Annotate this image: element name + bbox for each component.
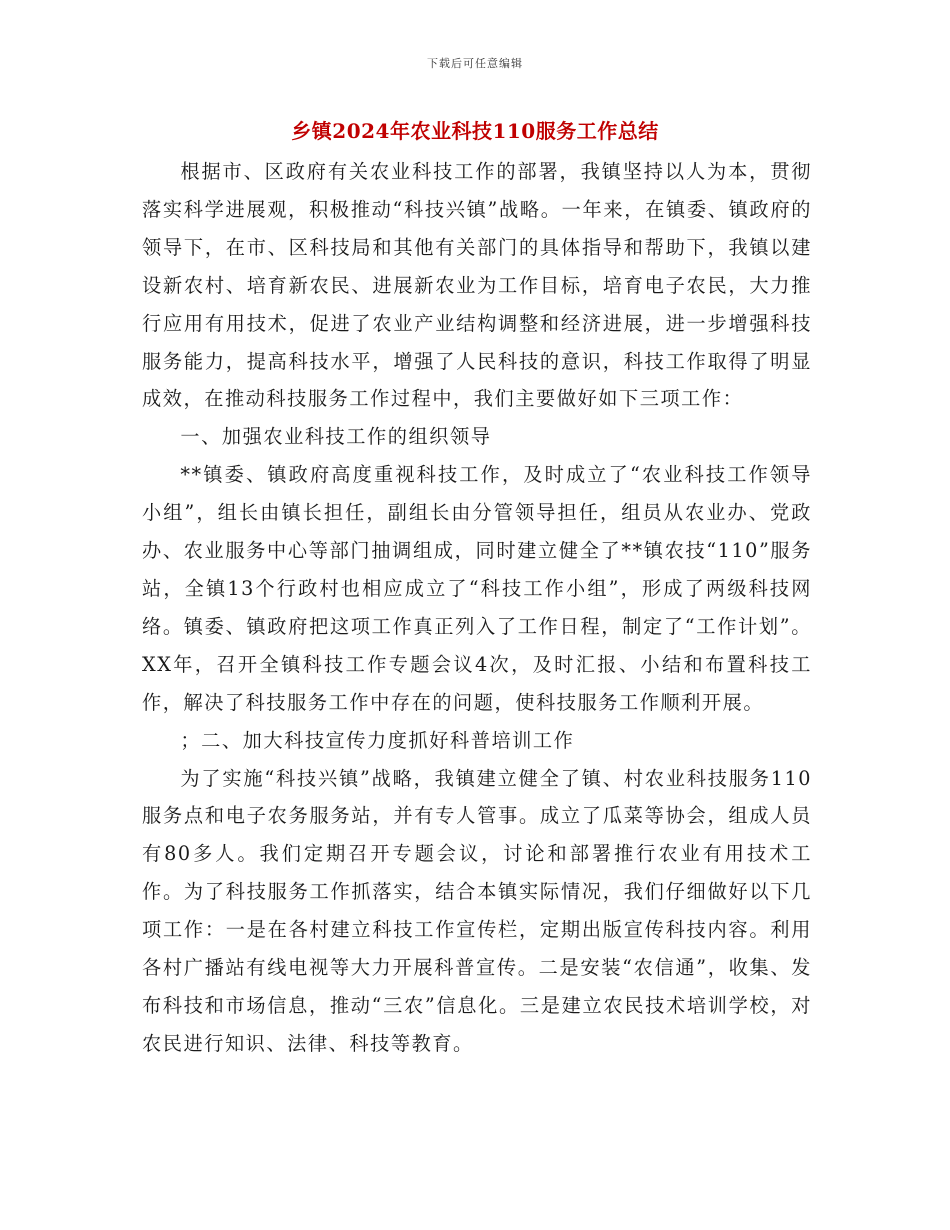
header-note: 下载后可任意编辑	[427, 57, 523, 70]
paragraph-section-1: **镇委、镇政府高度重视科技工作，及时成立了“农业科技工作领导小组”，组长由镇长担任，副组长由分管领导担任，组员从农业办、党政办、农业服务中心等部门抽调组成，同时建立健全了**镇农技“110”服务站，全镇13个行政村也相应成立了“科技工作小组”，形成了两级科技网络。镇委、镇政府把这项工作真正列入了工作日程，制定了“工作计划”。XX年，召开全镇科技工作专题会议4次，及时汇报、小结和布置科技工作，解决了科技服务工作中存在的问题，使科技服务工作顺利开展。	[142, 463, 812, 714]
section-heading-1: 一、加强农业科技工作的组织领导	[180, 425, 492, 449]
paragraph-section-2: 为了实施“科技兴镇”战略，我镇建立健全了镇、村农业科技服务110服务点和电子农务服务站，并有专人管事。成立了瓜菜等协会，组成人员有80多人。我们定期召开专题会议，讨论和部署推行农业有用技术工作。为了科技服务工作抓落实，结合本镇实际情况，我们仔细做好以下几项工作：一是在各村建立科技工作宣传栏，定期出版宣传科技内容。利用各村广播站有线电视等大力开展科普宣传。二是安装“农信通”，收集、发布科技和市场信息，推动“三农”信息化。三是建立农民技术培训学校，对农民进行知识、法律、科技等教育。	[142, 766, 812, 1055]
paragraph-intro: 根据市、区政府有关农业科技工作的部署，我镇坚持以人为本，贯彻落实科学进展观，积极推动“科技兴镇”战略。一年来，在镇委、镇政府的领导下，在市、区科技局和其他有关部门的具体指导和帮助下，我镇以建设新农村、培育新农民、进展新农业为工作目标，培育电子农民，大力推行应用有用技术，促进了农业产业结构调整和经济进展，进一步增强科技服务能力，提高科技水平，增强了人民科技的意识，科技工作取得了明显成效，在推动科技服务工作过程中，我们主要做好如下三项工作：	[142, 160, 812, 411]
document-title: 乡镇2024年农业科技110服务工作总结	[291, 119, 659, 143]
section-heading-2: ；二、加大科技宣传力度抓好科普培训工作	[180, 728, 575, 752]
document-body	[142, 153, 812, 1063]
